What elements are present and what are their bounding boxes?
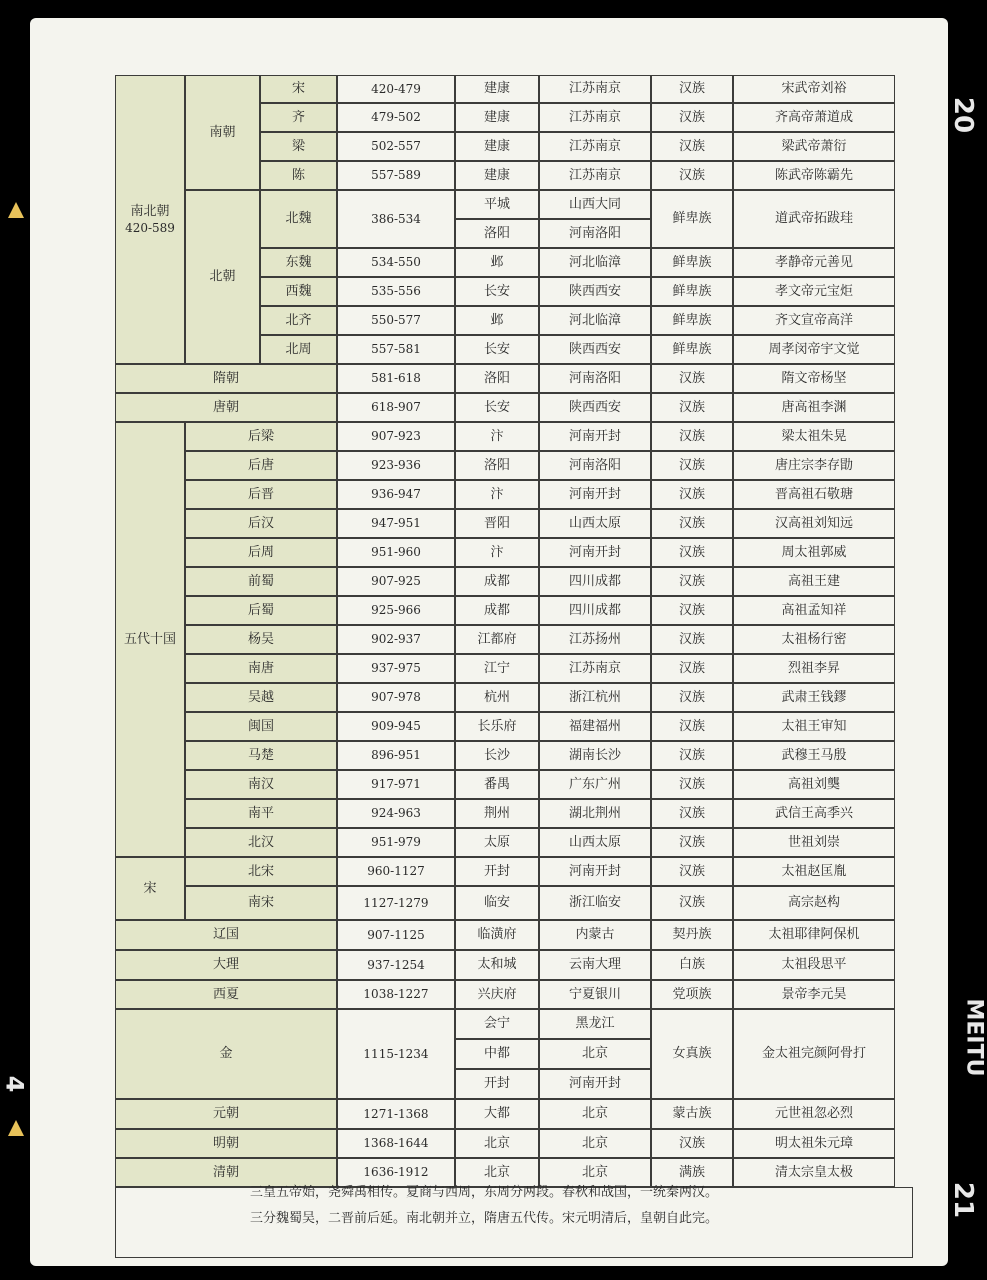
dynasty-ethnicity: 汉族 [651, 828, 733, 857]
capital-location: 河南开封 [539, 480, 651, 509]
capital-location: 山西太原 [539, 828, 651, 857]
group-years: 420-589 [125, 221, 175, 236]
dynasty-name: 后汉 [185, 509, 337, 538]
group-wudai-shiguo: 五代十国 [115, 422, 185, 857]
dynasty-capital: 北京 [455, 1129, 539, 1158]
dynasty-capital: 杭州 [455, 683, 539, 712]
group-label: 南北朝 [130, 203, 170, 219]
dynasty-founder: 隋文帝杨坚 [733, 364, 895, 393]
dynasty-founder: 景帝李元昊 [733, 980, 895, 1009]
dynasty-name: 后唐 [185, 451, 337, 480]
capital-location: 江苏南京 [539, 103, 651, 132]
dynasty-founder: 高祖王建 [733, 567, 895, 596]
dynasty-capital: 太和城 [455, 950, 539, 980]
dynasty-name: 宋 [260, 75, 337, 103]
meitu-watermark: MEITU [961, 998, 987, 1077]
dynasty-years: 902-937 [337, 625, 455, 654]
dynasty-capital: 兴庆府 [455, 980, 539, 1009]
dynasty-founder: 高祖刘龑 [733, 770, 895, 799]
dynasty-founder: 烈祖李昇 [733, 654, 895, 683]
dynasty-ethnicity: 汉族 [651, 886, 733, 920]
dynasty-founder: 清太宗皇太极 [733, 1158, 895, 1187]
dynasty-years: 502-557 [337, 132, 455, 161]
dynasty-founder: 明太祖朱元璋 [733, 1129, 895, 1158]
capital-location: 河南洛阳 [539, 364, 651, 393]
dynasty-years: 960-1127 [337, 857, 455, 886]
dynasty-years: 1038-1227 [337, 980, 455, 1009]
dynasty-years: 1127-1279 [337, 886, 455, 920]
dynasty-capital: 建康 [455, 103, 539, 132]
group-nanbeichao [115, 75, 185, 364]
capital-location: 陕西西安 [539, 335, 651, 364]
dynasty-years: 420-479 [337, 75, 455, 103]
dynasty-capital: 中都 [455, 1039, 539, 1069]
dynasty-founder: 世祖刘崇 [733, 828, 895, 857]
dynasty-years: 947-951 [337, 509, 455, 538]
dynasty-name: 梁 [260, 132, 337, 161]
dynasty-ethnicity: 鲜卑族 [651, 277, 733, 306]
dynasty-founder: 齐文宣帝高洋 [733, 306, 895, 335]
dynasty-name: 东魏 [260, 248, 337, 277]
dynasty-name: 明朝 [115, 1129, 337, 1158]
dynasty-capital: 长沙 [455, 741, 539, 770]
dynasty-capital: 邺 [455, 248, 539, 277]
dynasty-name: 后晋 [185, 480, 337, 509]
capital-location: 广东广州 [539, 770, 651, 799]
dynasty-years: 917-971 [337, 770, 455, 799]
dynasty-ethnicity: 汉族 [651, 625, 733, 654]
dynasty-founder: 太祖王审知 [733, 712, 895, 741]
dynasty-name: 前蜀 [185, 567, 337, 596]
capital-location: 河南开封 [539, 1069, 651, 1099]
dynasty-name: 齐 [260, 103, 337, 132]
dynasty-name: 隋朝 [115, 364, 337, 393]
dynasty-name: 辽国 [115, 920, 337, 950]
dynasty-capital: 开封 [455, 857, 539, 886]
dynasty-years: 951-979 [337, 828, 455, 857]
dynasty-capital: 洛阳 [455, 364, 539, 393]
dynasty-name: 西夏 [115, 980, 337, 1009]
dynasty-founder: 唐高祖李渊 [733, 393, 895, 422]
dynasty-founder: 武信王高季兴 [733, 799, 895, 828]
dynasty-ethnicity: 白族 [651, 950, 733, 980]
capital-location: 四川成都 [539, 596, 651, 625]
dynasty-ethnicity: 汉族 [651, 393, 733, 422]
capital-location: 江苏南京 [539, 161, 651, 190]
dynasty-capital: 江都府 [455, 625, 539, 654]
dynasty-founder: 周孝闵帝宇文觉 [733, 335, 895, 364]
dynasty-capital: 长安 [455, 393, 539, 422]
dynasty-years: 924-963 [337, 799, 455, 828]
dynasty-capital: 江宁 [455, 654, 539, 683]
dynasty-ethnicity: 蒙古族 [651, 1099, 733, 1129]
dynasty-capital: 成都 [455, 596, 539, 625]
dynasty-capital: 洛阳 [455, 451, 539, 480]
dynasty-years: 925-966 [337, 596, 455, 625]
dynasty-years: 550-577 [337, 306, 455, 335]
capital-location: 湖南长沙 [539, 741, 651, 770]
dynasty-founder: 太祖耶律阿保机 [733, 920, 895, 950]
dynasty-ethnicity: 女真族 [651, 1009, 733, 1099]
dynasty-years: 1368-1644 [337, 1129, 455, 1158]
dynasty-years: 1271-1368 [337, 1099, 455, 1129]
group-song: 宋 [115, 857, 185, 920]
dynasty-founder: 太祖段思平 [733, 950, 895, 980]
dynasty-name: 北宋 [185, 857, 337, 886]
dynasty-years: 936-947 [337, 480, 455, 509]
dynasty-years: 951-960 [337, 538, 455, 567]
dynasty-capital: 会宁 [455, 1009, 539, 1039]
dynasty-ethnicity: 汉族 [651, 799, 733, 828]
dynasty-name: 南宋 [185, 886, 337, 920]
dynasty-capital: 大都 [455, 1099, 539, 1129]
dynasty-capital: 太原 [455, 828, 539, 857]
dynasty-founder: 唐庄宗李存勖 [733, 451, 895, 480]
dynasty-ethnicity: 汉族 [651, 75, 733, 103]
dynasty-name: 北周 [260, 335, 337, 364]
dynasty-founder: 太祖杨行密 [733, 625, 895, 654]
dynasty-ethnicity: 汉族 [651, 480, 733, 509]
capital-location: 河南洛阳 [539, 219, 651, 248]
dynasty-name: 陈 [260, 161, 337, 190]
dynasty-capital: 长乐府 [455, 712, 539, 741]
capital-location: 河南开封 [539, 538, 651, 567]
capital-location: 江苏南京 [539, 132, 651, 161]
dynasty-name: 清朝 [115, 1158, 337, 1187]
dynasty-ethnicity: 汉族 [651, 596, 733, 625]
dynasty-ethnicity: 汉族 [651, 683, 733, 712]
dynasty-name: 吴越 [185, 683, 337, 712]
dynasty-ethnicity: 汉族 [651, 422, 733, 451]
dynasty-ethnicity: 汉族 [651, 567, 733, 596]
dynasty-ethnicity: 契丹族 [651, 920, 733, 950]
verse-line-1: 三皇五帝始，尧舜禹相传。夏商与西周，东周分两段。春秋和战国，一统秦两汉。 [249, 1185, 718, 1200]
dynasty-ethnicity: 党项族 [651, 980, 733, 1009]
capital-location: 黑龙江 [539, 1009, 651, 1039]
dynasty-founder: 梁太祖朱晃 [733, 422, 895, 451]
dynasty-name: 后梁 [185, 422, 337, 451]
dynasty-founder: 孝静帝元善见 [733, 248, 895, 277]
capital-location: 河北临漳 [539, 306, 651, 335]
capital-location: 陕西西安 [539, 393, 651, 422]
dynasty-years: 896-951 [337, 741, 455, 770]
dynasty-name: 后蜀 [185, 596, 337, 625]
capital-location: 内蒙古 [539, 920, 651, 950]
capital-location: 山西太原 [539, 509, 651, 538]
dynasty-name: 南唐 [185, 654, 337, 683]
dynasty-years: 937-1254 [337, 950, 455, 980]
dynasty-ethnicity: 汉族 [651, 364, 733, 393]
dynasty-founder: 金太祖完颜阿骨打 [733, 1009, 895, 1099]
dynasty-ethnicity: 满族 [651, 1158, 733, 1187]
capital-location: 河南开封 [539, 857, 651, 886]
dynasty-capital: 晋阳 [455, 509, 539, 538]
group-nanchao: 南朝 [185, 75, 260, 190]
dynasty-ethnicity: 鲜卑族 [651, 306, 733, 335]
capital-location: 江苏南京 [539, 654, 651, 683]
capital-location: 山西大同 [539, 190, 651, 219]
dynasty-capital: 荆州 [455, 799, 539, 828]
dynasty-ethnicity: 汉族 [651, 132, 733, 161]
dynasty-name: 大理 [115, 950, 337, 980]
verse-line-2: 三分魏蜀吴，二晋前后延。南北朝并立，隋唐五代传。宋元明清后，皇朝自此完。 [249, 1211, 718, 1226]
dynasty-ethnicity: 鲜卑族 [651, 248, 733, 277]
dynasty-ethnicity: 汉族 [651, 161, 733, 190]
dynasty-capital: 开封 [455, 1069, 539, 1099]
dynasty-founder: 元世祖忽必烈 [733, 1099, 895, 1129]
dynasty-founder: 道武帝拓跋珪 [733, 190, 895, 248]
dynasty-founder: 梁武帝萧衍 [733, 132, 895, 161]
capital-location: 四川成都 [539, 567, 651, 596]
capital-location: 河南洛阳 [539, 451, 651, 480]
capital-location: 陕西西安 [539, 277, 651, 306]
dynasty-years: 907-1125 [337, 920, 455, 950]
dynasty-capital: 邺 [455, 306, 539, 335]
dynasty-name: 南平 [185, 799, 337, 828]
frame-marker-icon [8, 202, 24, 218]
dynasty-founder: 孝文帝元宝炬 [733, 277, 895, 306]
dynasty-capital: 成都 [455, 567, 539, 596]
dynasty-capital: 长安 [455, 277, 539, 306]
dynasty-founder: 太祖赵匡胤 [733, 857, 895, 886]
capital-location: 江苏扬州 [539, 625, 651, 654]
dynasty-capital: 建康 [455, 132, 539, 161]
capital-location: 江苏南京 [539, 75, 651, 103]
dynasty-years: 1636-1912 [337, 1158, 455, 1187]
dynasty-name: 后周 [185, 538, 337, 567]
capital-location: 湖北荆州 [539, 799, 651, 828]
dynasty-years: 1115-1234 [337, 1009, 455, 1099]
dynasty-name: 元朝 [115, 1099, 337, 1129]
page-number-top: 20 [948, 96, 979, 134]
capital-location: 浙江临安 [539, 886, 651, 920]
capital-location: 北京 [539, 1158, 651, 1187]
dynasty-founder: 宋武帝刘裕 [733, 75, 895, 103]
dynasty-name: 南汉 [185, 770, 337, 799]
frame-marker-icon [8, 1120, 24, 1136]
capital-location: 云南大理 [539, 950, 651, 980]
dynasty-name: 马楚 [185, 741, 337, 770]
dynasty-years: 923-936 [337, 451, 455, 480]
dynasty-name: 北齐 [260, 306, 337, 335]
group-beichao: 北朝 [185, 190, 260, 364]
dynasty-years: 907-923 [337, 422, 455, 451]
dynasty-name: 闽国 [185, 712, 337, 741]
dynasty-capital: 洛阳 [455, 219, 539, 248]
capital-location: 浙江杭州 [539, 683, 651, 712]
dynasty-capital: 汴 [455, 480, 539, 509]
frame-number: 4 [0, 1075, 29, 1093]
dynasty-years: 557-589 [337, 161, 455, 190]
dynasty-years: 907-978 [337, 683, 455, 712]
dynasty-ethnicity: 汉族 [651, 1129, 733, 1158]
dynasty-ethnicity: 汉族 [651, 509, 733, 538]
dynasty-ethnicity: 鲜卑族 [651, 190, 733, 248]
dynasty-capital: 平城 [455, 190, 539, 219]
capital-location: 北京 [539, 1039, 651, 1069]
dynasty-founder: 汉高祖刘知远 [733, 509, 895, 538]
dynasty-capital: 临潢府 [455, 920, 539, 950]
dynasty-capital: 临安 [455, 886, 539, 920]
capital-location: 福建福州 [539, 712, 651, 741]
dynasty-name: 西魏 [260, 277, 337, 306]
dynasty-name: 唐朝 [115, 393, 337, 422]
dynasty-founder: 周太祖郭威 [733, 538, 895, 567]
dynasty-name: 北魏 [260, 190, 337, 248]
dynasty-years: 618-907 [337, 393, 455, 422]
dynasty-founder: 武肃王钱鏐 [733, 683, 895, 712]
dynasty-founder: 陈武帝陈霸先 [733, 161, 895, 190]
dynasty-years: 479-502 [337, 103, 455, 132]
dynasty-ethnicity: 汉族 [651, 538, 733, 567]
dynasty-capital: 汴 [455, 422, 539, 451]
dynasty-years: 581-618 [337, 364, 455, 393]
dynasty-name: 金 [115, 1009, 337, 1099]
dynasty-capital: 汴 [455, 538, 539, 567]
dynasty-ethnicity: 汉族 [651, 451, 733, 480]
capital-location: 河南开封 [539, 422, 651, 451]
capital-location: 北京 [539, 1099, 651, 1129]
dynasty-capital: 建康 [455, 161, 539, 190]
dynasty-capital: 长安 [455, 335, 539, 364]
dynasty-years: 386-534 [337, 190, 455, 248]
dynasty-years: 909-945 [337, 712, 455, 741]
dynasty-years: 534-550 [337, 248, 455, 277]
dynasty-founder: 齐高帝萧道成 [733, 103, 895, 132]
dynasty-verse [85, 1171, 883, 1241]
dynasty-ethnicity: 汉族 [651, 654, 733, 683]
book-page [30, 18, 948, 1266]
dynasty-ethnicity: 汉族 [651, 770, 733, 799]
dynasty-ethnicity: 鲜卑族 [651, 335, 733, 364]
capital-location: 北京 [539, 1129, 651, 1158]
dynasty-years: 937-975 [337, 654, 455, 683]
dynasty-name: 北汉 [185, 828, 337, 857]
dynasty-name: 杨吴 [185, 625, 337, 654]
capital-location: 河北临漳 [539, 248, 651, 277]
dynasty-years: 907-925 [337, 567, 455, 596]
dynasty-years: 535-556 [337, 277, 455, 306]
dynasty-years: 557-581 [337, 335, 455, 364]
dynasty-founder: 武穆王马殷 [733, 741, 895, 770]
dynasty-capital: 番禺 [455, 770, 539, 799]
dynasty-founder: 晋高祖石敬瑭 [733, 480, 895, 509]
dynasty-capital: 北京 [455, 1158, 539, 1187]
page-number-bottom: 21 [948, 1181, 979, 1219]
dynasty-ethnicity: 汉族 [651, 103, 733, 132]
dynasty-ethnicity: 汉族 [651, 741, 733, 770]
capital-location: 宁夏银川 [539, 980, 651, 1009]
dynasty-founder: 高宗赵构 [733, 886, 895, 920]
dynasty-ethnicity: 汉族 [651, 857, 733, 886]
dynasty-founder: 高祖孟知祥 [733, 596, 895, 625]
dynasty-capital: 建康 [455, 75, 539, 103]
dynasty-ethnicity: 汉族 [651, 712, 733, 741]
